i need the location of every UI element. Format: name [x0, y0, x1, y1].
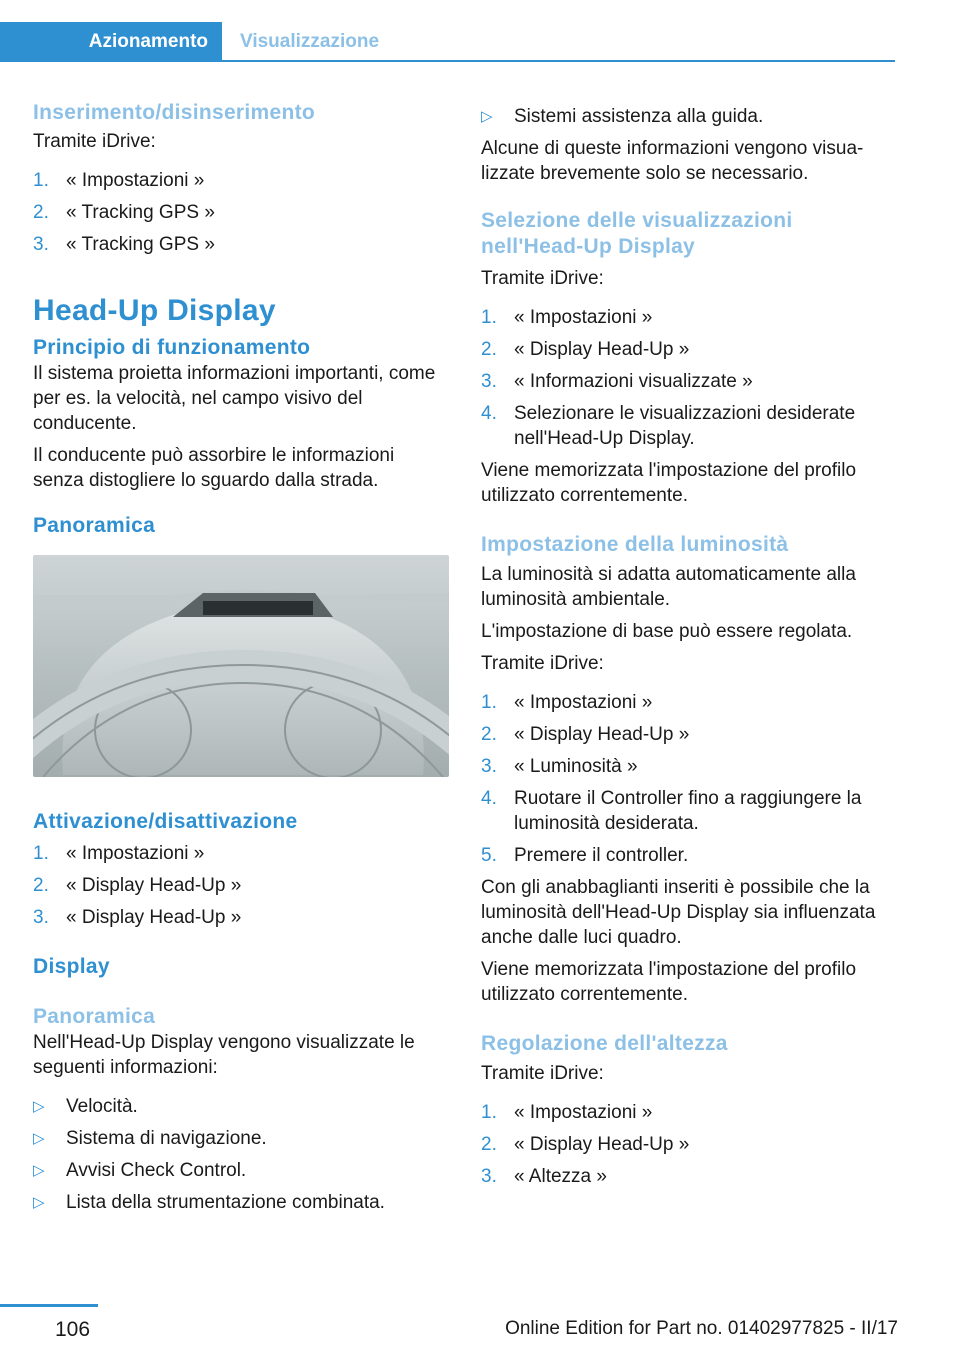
paragraph: La luminosità si adatta automaticamente alla luminosità ambientale. — [481, 564, 856, 610]
list-item: ▷ Velocità. — [33, 1096, 138, 1117]
bullet-list-continued — [481, 104, 897, 129]
list-item: ▷ Sistemi assistenza alla guida. — [481, 106, 764, 127]
list-item: 1. « Impostazioni » — [481, 1102, 653, 1123]
list-item: 3. « Informazioni visualizzate » — [481, 371, 753, 392]
left-column — [33, 100, 449, 1222]
section-intro: Tramite iDrive: — [481, 268, 604, 289]
paragraph: Alcune di queste informazioni vengono visualizzate brevemente solo se necessario. — [481, 138, 864, 184]
paragraph: Viene memorizzata l'impostazione del profilo utilizzato correntemente. — [481, 460, 857, 506]
list-item: 2. « Display Head-Up » — [481, 1134, 690, 1155]
section-heading-principio: Principio di funzionamento — [33, 336, 311, 359]
section-heading-display: Display — [33, 955, 110, 978]
bullet-list-display — [33, 1094, 449, 1215]
section-heading-attivazione: Attivazione/disattivazione — [33, 810, 298, 833]
triangle-bullet-icon: ▷ — [33, 1194, 45, 1211]
list-item: ▷ Avvisi Check Control. — [33, 1160, 247, 1181]
page-number: 106 — [55, 1318, 91, 1341]
triangle-bullet-icon: ▷ — [481, 108, 493, 125]
page-title: Head-Up Display — [33, 294, 276, 327]
section-heading-luminosita: Impostazione della luminosità — [481, 533, 789, 556]
list-item: 1. « Impostazioni » — [481, 692, 653, 713]
list-item: ▷ Lista della strumentazione combinata. — [33, 1192, 385, 1213]
section-heading-selezione: Selezione delle visualizzazioni nell'Head-Up Display — [481, 209, 793, 258]
list-item: 4. Selezionare le visualizzazioni desiderate nell'Head-Up Display. — [481, 403, 856, 449]
dashboard-illustration — [33, 555, 449, 777]
tab-visualizzazione[interactable]: Visualizzazione — [240, 31, 380, 52]
paragraph: Il sistema proietta informazioni importanti, come per es. la velocità, nel campo visivo del conducente. — [33, 363, 436, 434]
list-item: 1. « Impostazioni » — [481, 307, 653, 328]
section-intro: Tramite iDrive: — [33, 131, 156, 152]
list-item: 2. « Display Head-Up » — [481, 339, 690, 360]
list-item: ▷ Sistema di navigazione. — [33, 1128, 267, 1149]
triangle-bullet-icon: ▷ — [33, 1130, 45, 1147]
section-heading-panoramica: Panoramica — [33, 514, 156, 537]
steps-list-inserimento — [33, 168, 449, 257]
tab-azionamento[interactable]: Azionamento — [0, 22, 222, 62]
steps-list-selezione — [481, 305, 897, 451]
footer-rule — [0, 1304, 98, 1307]
list-item: 3. « Tracking GPS » — [33, 234, 215, 255]
paragraph: Viene memorizzata l'impostazione del profilo utilizzato correntemente. — [481, 959, 857, 1005]
list-item: 3. « Altezza » — [481, 1166, 607, 1187]
paragraph: Nell'Head-Up Display vengono visualizzate le seguenti informazioni: — [33, 1032, 415, 1078]
section-heading-inserimento: Inserimento/disinserimento — [33, 101, 316, 124]
section-heading-altezza: Regolazione dell'altezza — [481, 1032, 728, 1055]
section-intro: Tramite iDrive: — [481, 1063, 604, 1084]
right-column — [481, 100, 897, 1196]
dashboard-svg — [33, 555, 449, 777]
tab-underline — [222, 60, 895, 62]
triangle-bullet-icon: ▷ — [33, 1098, 45, 1115]
paragraph: L'impostazione di base può essere regolata. — [481, 621, 853, 642]
steps-list-altezza — [481, 1100, 897, 1189]
edition-note: Online Edition for Part no. 01402977825 - II/17 — [505, 1318, 898, 1339]
list-item: 2. « Display Head-Up » — [481, 724, 690, 745]
steps-list-attivazione — [33, 841, 449, 930]
steps-list-luminosita — [481, 690, 897, 868]
header-tabs — [0, 22, 895, 62]
paragraph: Con gli anabbaglianti inseriti è possibile che la luminosità dell'Head-Up Display sia influenzata anche dalle luci quadro. — [481, 877, 876, 948]
list-item: 3. « Display Head-Up » — [33, 907, 242, 928]
list-item: 1. « Impostazioni » — [33, 170, 205, 191]
section-heading-panoramica-display: Panoramica — [33, 1005, 156, 1028]
list-item: 2. « Display Head-Up » — [33, 875, 242, 896]
list-item: 4. Ruotare il Controller fino a raggiungere la luminosità desiderata. — [481, 788, 862, 834]
list-item: 5. Premere il controller. — [481, 845, 689, 866]
list-item: 3. « Luminosità » — [481, 756, 638, 777]
list-item: 1. « Impostazioni » — [33, 843, 205, 864]
list-item: 2. « Tracking GPS » — [33, 202, 215, 223]
section-intro: Tramite iDrive: — [481, 653, 604, 674]
triangle-bullet-icon: ▷ — [33, 1162, 45, 1179]
paragraph: Il conducente può assorbire le informazioni senza distogliere lo sguardo dalla strada. — [33, 445, 395, 491]
